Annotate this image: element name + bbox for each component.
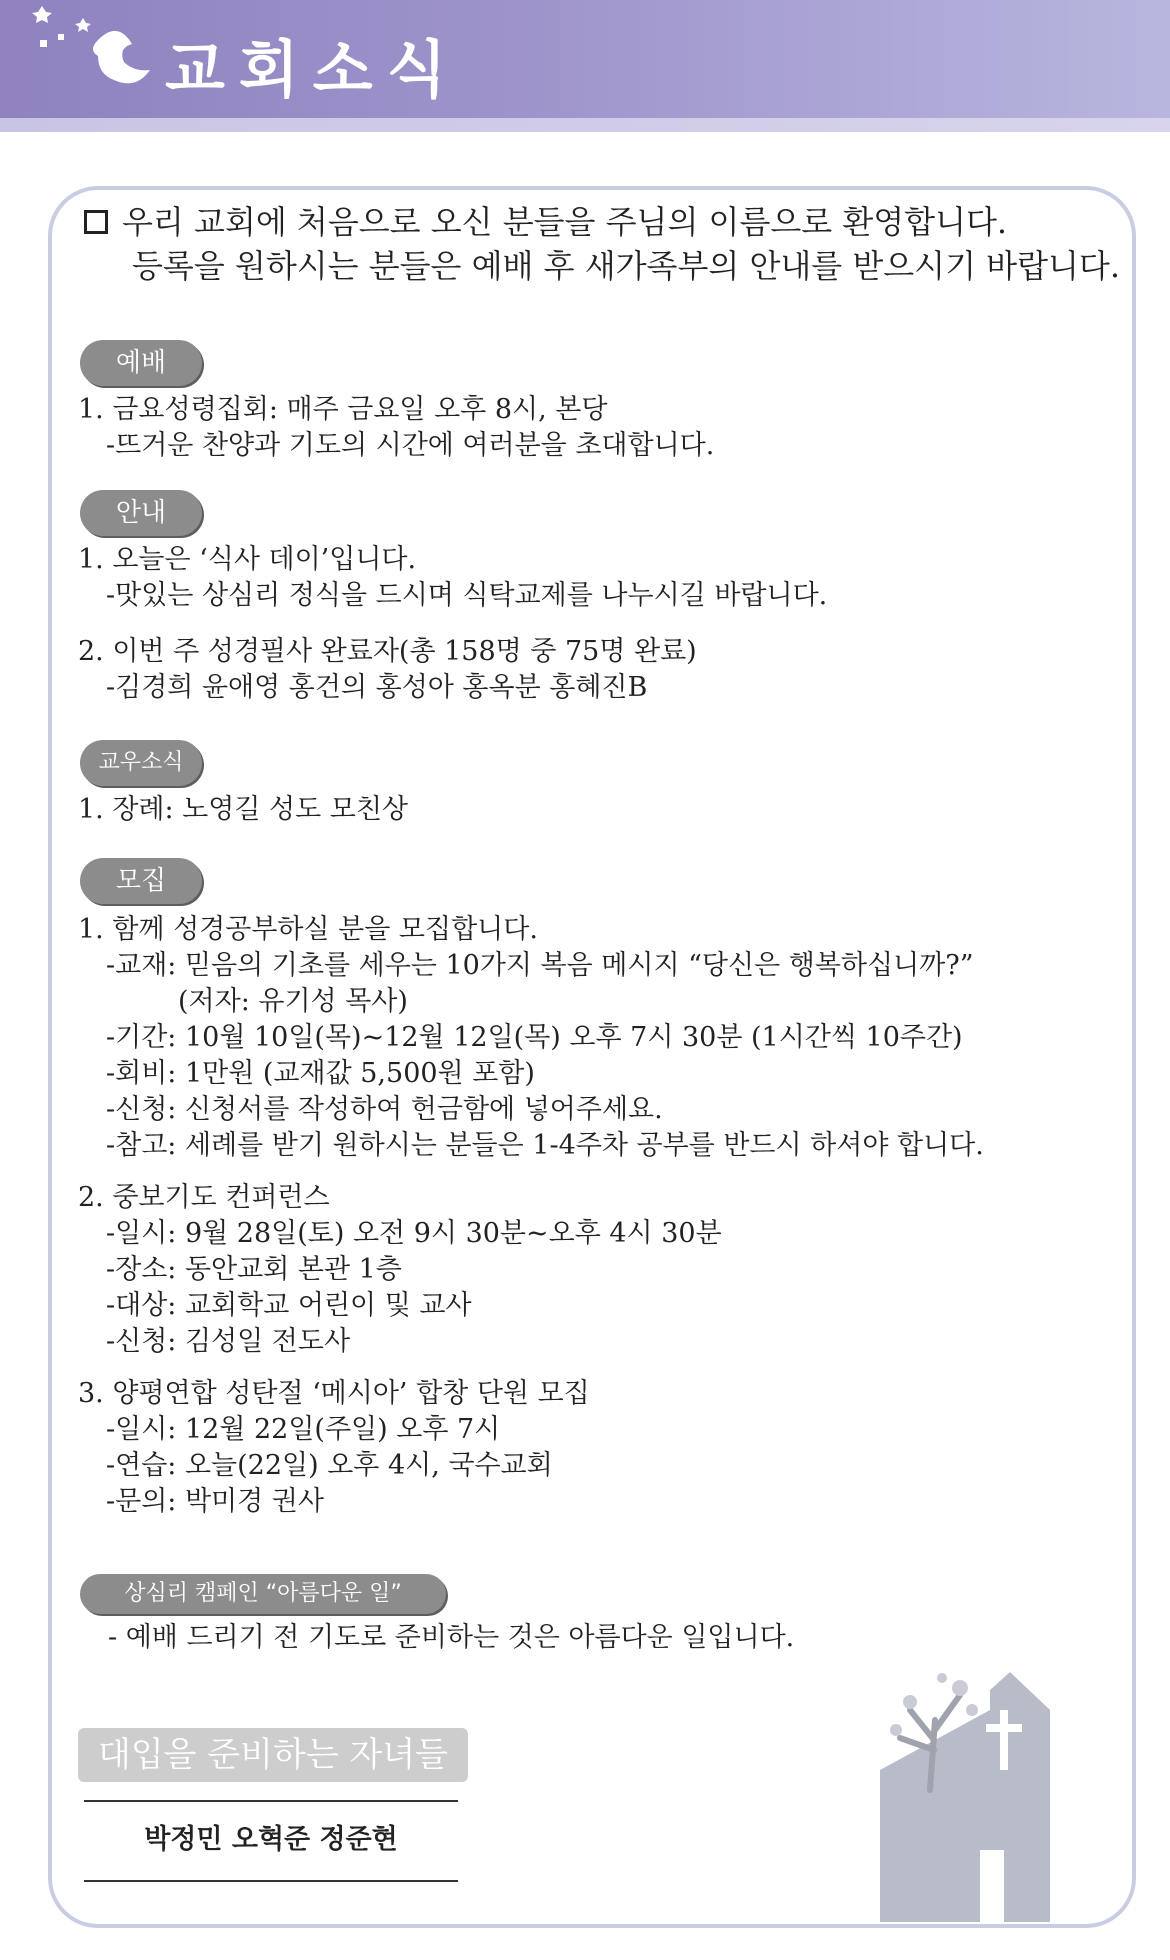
recruit-1-line-6: -신청: 신청서를 작성하여 헌금함에 넣어주세요. [106, 1094, 663, 1125]
section-label-worship: 예배 [80, 340, 202, 386]
recruit-2-line-2: -일시: 9월 28일(토) 오전 9시 30분~오후 4시 30분 [106, 1218, 722, 1249]
recruit-item-3 [78, 1376, 590, 1520]
welcome-line-1: 우리 교회에 처음으로 오신 분들을 주님의 이름으로 환영합니다. [122, 203, 1008, 241]
members-line-1: 1. 장례: 노영길 성도 모친상 [78, 794, 409, 825]
guide-line-2: -맛있는 상심리 정식을 드시며 식탁교제를 나누시길 바랍니다. [106, 580, 828, 611]
divider-top [84, 1800, 458, 1802]
church-tree-illustration [860, 1650, 1100, 1922]
recruit-item-1 [78, 912, 984, 1164]
guide-line-3: 2. 이번 주 성경필사 완료자(총 158명 중 75명 완료) [78, 636, 697, 667]
recruit-1-line-3: (저자: 유기성 목사) [178, 986, 408, 1017]
recruit-2-line-3: -장소: 동안교회 본관 1층 [106, 1254, 402, 1285]
worship-line-1: 1. 금요성령집회: 매주 금요일 오후 8시, 본당 [78, 394, 608, 425]
worship-line-2: -뜨거운 찬양과 기도의 시간에 여러분을 초대합니다. [106, 430, 715, 461]
divider-bottom [84, 1880, 458, 1882]
recruit-item-2 [78, 1180, 722, 1360]
section-label-guide: 안내 [80, 490, 202, 536]
recruit-3-line-4: -문의: 박미경 권사 [106, 1486, 324, 1517]
section-label-recruit: 모집 [80, 858, 202, 904]
worship-content [78, 392, 714, 464]
recruit-3-line-3: -연습: 오늘(22일) 오후 4시, 국수교회 [106, 1450, 553, 1481]
welcome-line-2: 등록을 원하시는 분들은 예배 후 새가족부의 안내를 받으시기 바랍니다. [132, 247, 1120, 285]
bullet-square-icon [84, 210, 108, 234]
recruit-2-line-4: -대상: 교회학교 어린이 및 교사 [106, 1290, 472, 1321]
recruit-1-line-5: -회비: 1만원 (교재값 5,500원 포함) [106, 1058, 535, 1089]
guide-content-2 [78, 634, 697, 706]
members-content [78, 792, 408, 828]
recruit-3-line-2: -일시: 12월 22일(주일) 오후 7시 [106, 1414, 501, 1445]
prayer-title: 대입을 준비하는 자녀들 [78, 1728, 468, 1782]
recruit-2-line-5: -신청: 김성일 전도사 [106, 1326, 351, 1357]
prayer-names: 박정민 오혁준 정준현 [144, 1824, 398, 1855]
recruit-1-line-4: -기간: 10월 10일(목)~12월 12일(목) 오후 7시 30분 (1시간씩 10주간) [106, 1022, 963, 1053]
recruit-1-line-7: -참고: 세례를 받기 원하시는 분들은 1-4주차 공부를 반드시 하셔야 합니다. [106, 1130, 984, 1161]
campaign-content [108, 1620, 794, 1656]
guide-line-4: -김경희 윤애영 홍건의 홍성아 홍옥분 홍혜진B [106, 672, 648, 703]
campaign-label: 상심리 캠페인 “아름다운 일” [80, 1574, 446, 1614]
recruit-3-line-1: 3. 양평연합 성탄절 ‘메시아’ 합창 단원 모집 [78, 1378, 590, 1409]
guide-line-1: 1. 오늘은 ‘식사 데이’입니다. [78, 544, 417, 575]
welcome-notice [84, 200, 1134, 288]
header-strip [0, 118, 1170, 132]
recruit-2-line-1: 2. 중보기도 컨퍼런스 [78, 1182, 330, 1213]
page-title: 교회소식 [165, 33, 461, 106]
guide-content [78, 542, 827, 614]
campaign-line: - 예배 드리기 전 기도로 준비하는 것은 아름다운 일입니다. [108, 1622, 795, 1653]
section-label-members: 교우소식 [80, 740, 202, 786]
recruit-1-line-1: 1. 함께 성경공부하실 분을 모집합니다. [78, 914, 538, 945]
dove-icon [28, 0, 168, 110]
recruit-1-line-2: -교재: 믿음의 기초를 세우는 10가지 복음 메시지 “당신은 행복하십니까?” [106, 950, 974, 981]
